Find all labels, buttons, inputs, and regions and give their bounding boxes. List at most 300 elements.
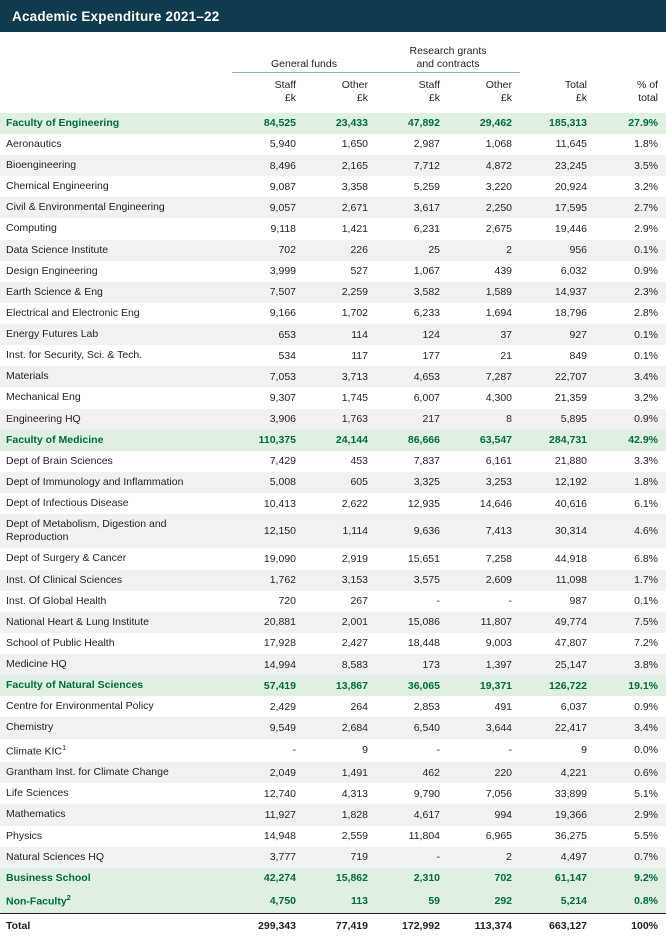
- table-row: [0, 155, 666, 176]
- cell-rg-staff: 462: [376, 762, 448, 783]
- cell-rg-staff: -: [376, 591, 448, 612]
- cell-rg-staff: 1,067: [376, 261, 448, 282]
- cell-gf-staff: 8,496: [232, 155, 304, 176]
- cell-gf-staff: 3,999: [232, 261, 304, 282]
- cell-total: 663,127: [520, 913, 595, 939]
- cell-gf-staff: 110,375: [232, 430, 304, 451]
- cell-gf-staff: 3,906: [232, 409, 304, 430]
- cell-gf-staff: 12,740: [232, 783, 304, 804]
- cell-total: 12,192: [520, 472, 595, 493]
- cell-gf-other: 3,358: [304, 176, 376, 197]
- cell-total: 21,359: [520, 387, 595, 408]
- cell-gf-other: 226: [304, 240, 376, 261]
- cell-rg-other: 3,253: [448, 472, 520, 493]
- cell-rg-staff: 59: [376, 889, 448, 913]
- cell-rg-staff: 9,790: [376, 783, 448, 804]
- cell-gf-other: 114: [304, 324, 376, 345]
- cell-gf-other: 2,671: [304, 197, 376, 218]
- cell-percent: 42.9%: [595, 430, 666, 451]
- row-label: Energy Futures Lab: [0, 324, 232, 345]
- table-row: [0, 345, 666, 366]
- table-row: [0, 240, 666, 261]
- footnote-marker: 2: [66, 892, 71, 902]
- cell-rg-other: 21: [448, 345, 520, 366]
- row-label: Chemical Engineering: [0, 176, 232, 197]
- row-label: Faculty of Natural Sciences: [0, 675, 232, 696]
- cell-percent: 0.9%: [595, 261, 666, 282]
- table-row: [0, 717, 666, 738]
- cell-rg-other: 7,056: [448, 783, 520, 804]
- row-label: Mathematics: [0, 804, 232, 825]
- column-header-percent-of-total: % of total: [637, 78, 659, 105]
- cell-gf-other: 1,763: [304, 409, 376, 430]
- table-row: [0, 409, 666, 430]
- cell-total: 47,807: [520, 633, 595, 654]
- table-row: [0, 739, 666, 763]
- cell-gf-other: 2,919: [304, 548, 376, 569]
- cell-rg-other: 37: [448, 324, 520, 345]
- cell-rg-other: 113,374: [448, 913, 520, 939]
- cell-total: 20,924: [520, 176, 595, 197]
- table-row: [0, 493, 666, 514]
- cell-gf-other: 2,622: [304, 493, 376, 514]
- table-row: [0, 696, 666, 717]
- cell-percent: 27.9%: [595, 113, 666, 134]
- cell-gf-staff: 9,166: [232, 303, 304, 324]
- cell-percent: 0.1%: [595, 240, 666, 261]
- row-label: Medicine HQ: [0, 654, 232, 675]
- cell-rg-staff: 2,310: [376, 868, 448, 889]
- cell-rg-other: 9,003: [448, 633, 520, 654]
- cell-gf-other: 719: [304, 847, 376, 868]
- cell-rg-staff: 172,992: [376, 913, 448, 939]
- cell-gf-staff: 9,307: [232, 387, 304, 408]
- table-head: [0, 32, 666, 113]
- cell-rg-staff: 2,987: [376, 134, 448, 155]
- cell-percent: 19.1%: [595, 675, 666, 696]
- cell-gf-staff: 20,881: [232, 612, 304, 633]
- table-row: [0, 548, 666, 569]
- table-row: [0, 804, 666, 825]
- cell-gf-other: 1,828: [304, 804, 376, 825]
- cell-rg-staff: 177: [376, 345, 448, 366]
- cell-total: 22,417: [520, 717, 595, 738]
- cell-percent: 0.9%: [595, 696, 666, 717]
- footnote-marker: 1: [62, 742, 67, 752]
- cell-gf-staff: 653: [232, 324, 304, 345]
- row-label: National Heart & Lung Institute: [0, 612, 232, 633]
- cell-rg-staff: 11,804: [376, 826, 448, 847]
- cell-total: 956: [520, 240, 595, 261]
- cell-rg-staff: 3,325: [376, 472, 448, 493]
- cell-total: 11,645: [520, 134, 595, 155]
- table-body: [0, 113, 666, 939]
- cell-gf-other: 2,427: [304, 633, 376, 654]
- row-label: Centre for Environmental Policy: [0, 696, 232, 717]
- expenditure-table: [0, 32, 666, 939]
- cell-percent: 7.2%: [595, 633, 666, 654]
- row-label: School of Public Health: [0, 633, 232, 654]
- cell-total: 849: [520, 345, 595, 366]
- cell-rg-other: 4,300: [448, 387, 520, 408]
- table-row: [0, 134, 666, 155]
- cell-percent: 2.9%: [595, 218, 666, 239]
- cell-gf-staff: 3,777: [232, 847, 304, 868]
- cell-rg-staff: 7,837: [376, 451, 448, 472]
- column-header-department: [0, 72, 232, 113]
- cell-rg-staff: 86,666: [376, 430, 448, 451]
- cell-total: 19,446: [520, 218, 595, 239]
- row-label: Computing: [0, 218, 232, 239]
- row-label: Inst. Of Clinical Sciences: [0, 570, 232, 591]
- cell-gf-staff: -: [232, 739, 304, 763]
- cell-gf-staff: 11,927: [232, 804, 304, 825]
- cell-percent: 0.9%: [595, 409, 666, 430]
- cell-percent: 0.6%: [595, 762, 666, 783]
- cell-gf-other: 267: [304, 591, 376, 612]
- cell-percent: 3.2%: [595, 387, 666, 408]
- cell-gf-staff: 84,525: [232, 113, 304, 134]
- cell-rg-staff: 15,651: [376, 548, 448, 569]
- row-label: Chemistry: [0, 717, 232, 738]
- cell-gf-staff: 5,940: [232, 134, 304, 155]
- cell-total: 14,937: [520, 282, 595, 303]
- group-header-total-spacer: [520, 32, 595, 72]
- table-row: [0, 762, 666, 783]
- cell-rg-other: 3,644: [448, 717, 520, 738]
- cell-gf-staff: 14,948: [232, 826, 304, 847]
- group-header-general-funds: General funds: [232, 32, 376, 72]
- cell-gf-staff: 9,549: [232, 717, 304, 738]
- cell-rg-staff: 4,653: [376, 366, 448, 387]
- cell-rg-other: 220: [448, 762, 520, 783]
- cell-rg-staff: 47,892: [376, 113, 448, 134]
- cell-rg-staff: 7,712: [376, 155, 448, 176]
- table-row-faculty: [0, 868, 666, 889]
- cell-percent: 0.8%: [595, 889, 666, 913]
- cell-total: 5,895: [520, 409, 595, 430]
- cell-rg-other: 7,258: [448, 548, 520, 569]
- cell-rg-staff: 12,935: [376, 493, 448, 514]
- group-header-research-line2: and contracts: [416, 58, 480, 71]
- cell-rg-staff: 18,448: [376, 633, 448, 654]
- cell-gf-staff: 19,090: [232, 548, 304, 569]
- table-row: [0, 783, 666, 804]
- cell-total: 49,774: [520, 612, 595, 633]
- cell-rg-staff: 2,853: [376, 696, 448, 717]
- cell-gf-staff: 720: [232, 591, 304, 612]
- cell-rg-staff: -: [376, 739, 448, 763]
- cell-rg-staff: 9,636: [376, 514, 448, 548]
- cell-rg-staff: 6,231: [376, 218, 448, 239]
- cell-rg-other: 3,220: [448, 176, 520, 197]
- page-header-bar: [0, 0, 666, 32]
- cell-rg-other: 2,250: [448, 197, 520, 218]
- cell-rg-other: -: [448, 591, 520, 612]
- cell-gf-other: 1,491: [304, 762, 376, 783]
- cell-total: 284,731: [520, 430, 595, 451]
- cell-rg-staff: 25: [376, 240, 448, 261]
- row-label: Inst. for Security, Sci. & Tech.: [0, 345, 232, 366]
- cell-rg-other: 491: [448, 696, 520, 717]
- cell-total: 987: [520, 591, 595, 612]
- cell-total: 17,595: [520, 197, 595, 218]
- cell-total: 185,313: [520, 113, 595, 134]
- cell-rg-other: 994: [448, 804, 520, 825]
- row-label: Bioengineering: [0, 155, 232, 176]
- cell-rg-staff: 173: [376, 654, 448, 675]
- cell-gf-other: 1,421: [304, 218, 376, 239]
- cell-rg-staff: 15,086: [376, 612, 448, 633]
- cell-percent: 6.1%: [595, 493, 666, 514]
- cell-gf-other: 2,165: [304, 155, 376, 176]
- cell-rg-staff: 5,259: [376, 176, 448, 197]
- cell-rg-other: 1,694: [448, 303, 520, 324]
- column-header-gf-other: Other £k: [341, 78, 368, 105]
- table-row: [0, 387, 666, 408]
- row-label: Faculty of Engineering: [0, 113, 232, 134]
- cell-gf-other: 527: [304, 261, 376, 282]
- group-header-research-line1: Research grants: [409, 45, 487, 58]
- cell-rg-staff: 217: [376, 409, 448, 430]
- table-row: [0, 197, 666, 218]
- cell-percent: 2.9%: [595, 804, 666, 825]
- cell-total: 6,032: [520, 261, 595, 282]
- cell-total: 44,918: [520, 548, 595, 569]
- cell-rg-other: 29,462: [448, 113, 520, 134]
- cell-percent: 2.8%: [595, 303, 666, 324]
- cell-rg-staff: -: [376, 847, 448, 868]
- cell-total: 6,037: [520, 696, 595, 717]
- table-row: [0, 176, 666, 197]
- cell-gf-other: 15,862: [304, 868, 376, 889]
- row-label: Mechanical Eng: [0, 387, 232, 408]
- table-row: [0, 218, 666, 239]
- cell-percent: 1.7%: [595, 570, 666, 591]
- group-header-spacer: [0, 32, 232, 72]
- row-label: Electrical and Electronic Eng: [0, 303, 232, 324]
- cell-percent: 1.8%: [595, 134, 666, 155]
- row-label: Climate KIC$^1$: [0, 739, 232, 763]
- cell-rg-other: 11,807: [448, 612, 520, 633]
- row-label: Data Science Institute: [0, 240, 232, 261]
- cell-total: 40,616: [520, 493, 595, 514]
- cell-percent: 9.2%: [595, 868, 666, 889]
- cell-total: 23,245: [520, 155, 595, 176]
- cell-percent: 4.6%: [595, 514, 666, 548]
- row-label: Earth Science & Eng: [0, 282, 232, 303]
- cell-gf-staff: 7,429: [232, 451, 304, 472]
- row-label: Dept of Surgery & Cancer: [0, 548, 232, 569]
- cell-rg-other: 1,397: [448, 654, 520, 675]
- row-label: Design Engineering: [0, 261, 232, 282]
- cell-gf-staff: 57,419: [232, 675, 304, 696]
- cell-gf-staff: 1,762: [232, 570, 304, 591]
- table-group-header-row: [0, 32, 666, 72]
- cell-rg-other: 292: [448, 889, 520, 913]
- table-row: [0, 612, 666, 633]
- cell-total: 25,147: [520, 654, 595, 675]
- cell-percent: 0.7%: [595, 847, 666, 868]
- cell-percent: 3.5%: [595, 155, 666, 176]
- cell-gf-other: 24,144: [304, 430, 376, 451]
- cell-total: 21,880: [520, 451, 595, 472]
- row-label: Aeronautics: [0, 134, 232, 155]
- cell-rg-staff: 124: [376, 324, 448, 345]
- cell-gf-other: 453: [304, 451, 376, 472]
- row-label: Dept of Immunology and Inflammation: [0, 472, 232, 493]
- page-title: Academic Expenditure 2021–22: [12, 8, 220, 24]
- cell-rg-other: 2: [448, 240, 520, 261]
- table-row-faculty: [0, 113, 666, 134]
- cell-percent: 3.8%: [595, 654, 666, 675]
- row-label: Total: [0, 913, 232, 939]
- cell-gf-other: 13,867: [304, 675, 376, 696]
- cell-rg-other: 2,675: [448, 218, 520, 239]
- cell-gf-staff: 7,053: [232, 366, 304, 387]
- cell-total: 19,366: [520, 804, 595, 825]
- table-row: [0, 847, 666, 868]
- cell-gf-other: 117: [304, 345, 376, 366]
- cell-rg-other: -: [448, 739, 520, 763]
- row-label: Non-Faculty$^2$: [0, 889, 232, 913]
- table-row: [0, 570, 666, 591]
- cell-rg-staff: 4,617: [376, 804, 448, 825]
- cell-gf-other: 1,650: [304, 134, 376, 155]
- cell-total: 18,796: [520, 303, 595, 324]
- cell-gf-staff: 7,507: [232, 282, 304, 303]
- cell-gf-other: 9: [304, 739, 376, 763]
- cell-total: 22,707: [520, 366, 595, 387]
- cell-percent: 6.8%: [595, 548, 666, 569]
- cell-rg-other: 7,287: [448, 366, 520, 387]
- cell-gf-staff: 17,928: [232, 633, 304, 654]
- cell-gf-staff: 12,150: [232, 514, 304, 548]
- cell-percent: 3.4%: [595, 366, 666, 387]
- cell-gf-staff: 9,057: [232, 197, 304, 218]
- table-row: [0, 826, 666, 847]
- cell-rg-other: 4,872: [448, 155, 520, 176]
- row-label: Dept of Metabolism, Digestion and Reproduction: [0, 514, 232, 548]
- cell-rg-staff: 6,540: [376, 717, 448, 738]
- table-row: [0, 654, 666, 675]
- cell-gf-other: 605: [304, 472, 376, 493]
- cell-rg-staff: 36,065: [376, 675, 448, 696]
- cell-percent: 0.0%: [595, 739, 666, 763]
- table-row-faculty: [0, 675, 666, 696]
- table-row: [0, 324, 666, 345]
- cell-percent: 3.2%: [595, 176, 666, 197]
- cell-gf-staff: 4,750: [232, 889, 304, 913]
- row-label: Life Sciences: [0, 783, 232, 804]
- row-label: Physics: [0, 826, 232, 847]
- cell-gf-other: 4,313: [304, 783, 376, 804]
- table-row: [0, 633, 666, 654]
- cell-percent: 0.1%: [595, 345, 666, 366]
- row-label: Grantham Inst. for Climate Change: [0, 762, 232, 783]
- cell-total: 4,497: [520, 847, 595, 868]
- table-row: [0, 282, 666, 303]
- column-header-rg-staff: Staff £k: [418, 78, 440, 105]
- cell-total: 33,899: [520, 783, 595, 804]
- cell-total: 61,147: [520, 868, 595, 889]
- row-label: Inst. Of Global Health: [0, 591, 232, 612]
- row-label: Materials: [0, 366, 232, 387]
- cell-rg-other: 19,371: [448, 675, 520, 696]
- cell-percent: 5.5%: [595, 826, 666, 847]
- cell-gf-other: 1,702: [304, 303, 376, 324]
- cell-total: 927: [520, 324, 595, 345]
- cell-rg-other: 6,965: [448, 826, 520, 847]
- cell-rg-staff: 6,233: [376, 303, 448, 324]
- row-label: Dept of Brain Sciences: [0, 451, 232, 472]
- cell-total: 5,214: [520, 889, 595, 913]
- cell-gf-other: 3,713: [304, 366, 376, 387]
- cell-gf-other: 77,419: [304, 913, 376, 939]
- cell-gf-other: 1,114: [304, 514, 376, 548]
- cell-total: 30,314: [520, 514, 595, 548]
- cell-gf-other: 2,259: [304, 282, 376, 303]
- group-header-research-grants: [376, 32, 520, 72]
- row-label: Natural Sciences HQ: [0, 847, 232, 868]
- cell-rg-other: 1,589: [448, 282, 520, 303]
- cell-percent: 7.5%: [595, 612, 666, 633]
- cell-gf-other: 2,684: [304, 717, 376, 738]
- cell-percent: 2.7%: [595, 197, 666, 218]
- cell-rg-staff: 3,617: [376, 197, 448, 218]
- cell-total: 36,275: [520, 826, 595, 847]
- table-row: [0, 591, 666, 612]
- cell-rg-other: 6,161: [448, 451, 520, 472]
- cell-total: 9: [520, 739, 595, 763]
- row-label: Business School: [0, 868, 232, 889]
- cell-gf-other: 2,001: [304, 612, 376, 633]
- table-row-faculty: [0, 430, 666, 451]
- cell-gf-staff: 702: [232, 240, 304, 261]
- group-header-pct-spacer: [595, 32, 666, 72]
- cell-rg-other: 14,646: [448, 493, 520, 514]
- table-row-total: [0, 913, 666, 939]
- column-header-rg-other: Other £k: [485, 78, 513, 105]
- cell-gf-staff: 9,118: [232, 218, 304, 239]
- cell-percent: 1.8%: [595, 472, 666, 493]
- cell-rg-other: 2: [448, 847, 520, 868]
- table-row-faculty: [0, 889, 666, 913]
- cell-gf-staff: 14,994: [232, 654, 304, 675]
- cell-gf-other: 3,153: [304, 570, 376, 591]
- column-header-total: Total £k: [564, 78, 588, 105]
- cell-percent: 2.3%: [595, 282, 666, 303]
- cell-gf-other: 113: [304, 889, 376, 913]
- cell-rg-staff: 6,007: [376, 387, 448, 408]
- row-label: Faculty of Medicine: [0, 430, 232, 451]
- cell-rg-staff: 3,575: [376, 570, 448, 591]
- cell-percent: 3.4%: [595, 717, 666, 738]
- cell-gf-staff: 5,008: [232, 472, 304, 493]
- cell-total: 11,098: [520, 570, 595, 591]
- cell-rg-other: 63,547: [448, 430, 520, 451]
- cell-percent: 0.1%: [595, 591, 666, 612]
- row-label: Dept of Infectious Disease: [0, 493, 232, 514]
- cell-rg-staff: 3,582: [376, 282, 448, 303]
- cell-rg-other: 439: [448, 261, 520, 282]
- cell-total: 126,722: [520, 675, 595, 696]
- cell-gf-staff: 299,343: [232, 913, 304, 939]
- table-row: [0, 261, 666, 282]
- table-row: [0, 514, 666, 548]
- cell-gf-other: 8,583: [304, 654, 376, 675]
- cell-gf-staff: 9,087: [232, 176, 304, 197]
